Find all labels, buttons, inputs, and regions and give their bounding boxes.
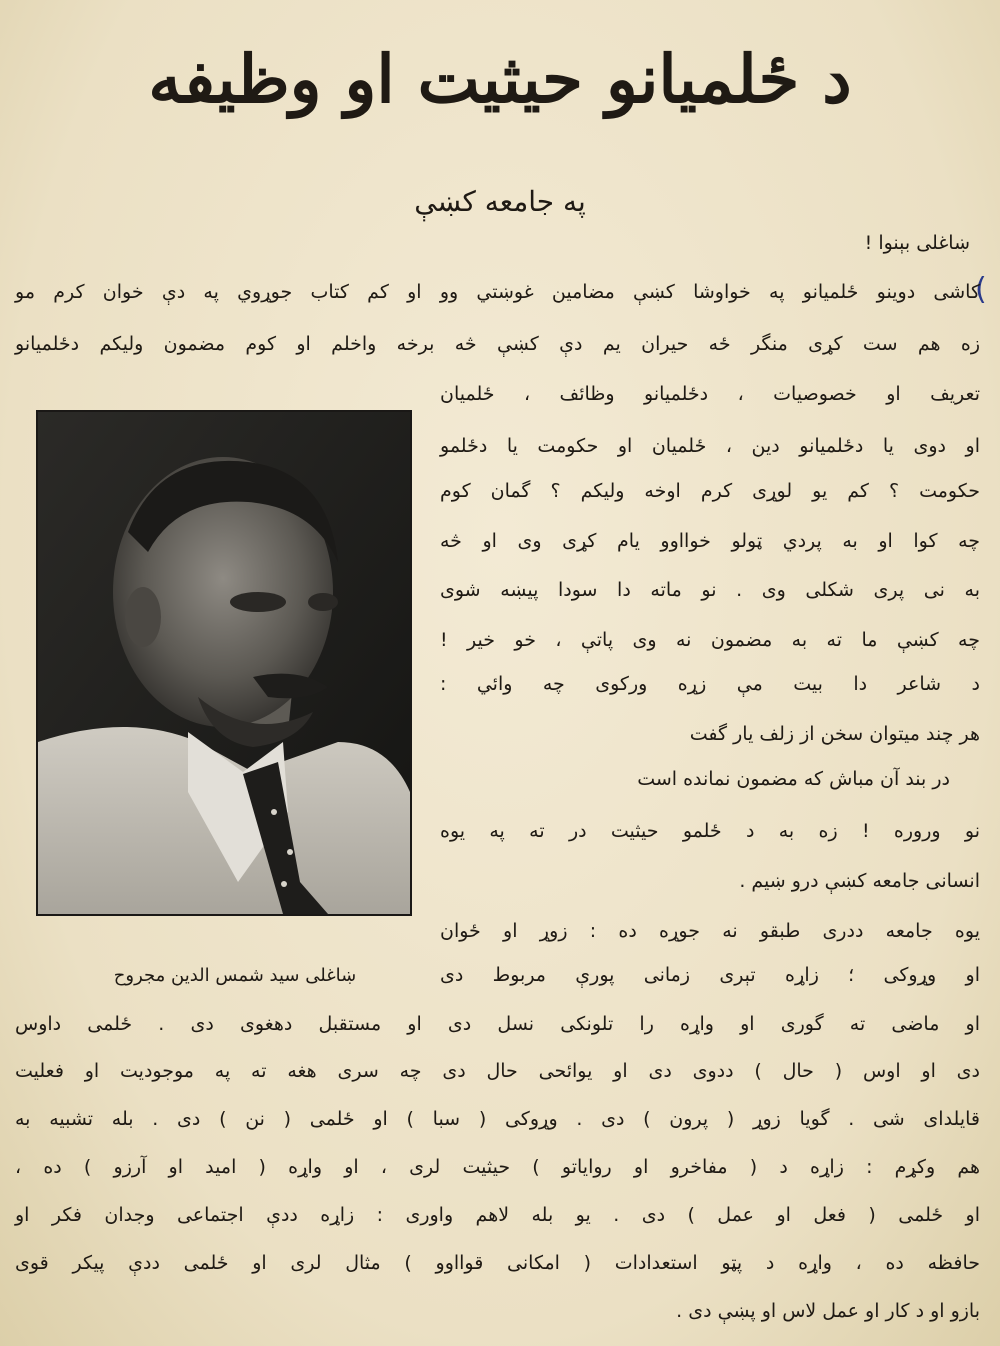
article-subtitle: په جامعه کښې	[414, 185, 586, 218]
paragraph-line: کاشی دوینو ځلمیانو په خواوشا کښې مضامین غوښتي وو او کم کتاب جوړوي په دې خوان کرم مو	[15, 281, 980, 303]
paragraph-line: زه هم ست کړی منگر ځه حیران یم دې کښې څه برخه واخلم او کوم مضمون ولیکم دځلمیانو	[15, 333, 980, 355]
paragraph-line: به نی پری شکلی وی . نو ماته دا سودا پیښه شوی	[440, 579, 980, 601]
paragraph-line: او ماضی ته گوری او واړه را تلونکی نسل دی او مستقبل دهغوی دی . ځلمی داوس	[15, 1013, 980, 1035]
paragraph-line: حکومت ؟ کم یو لوړی کرم اوخه ولیکم ؟ گمان کوم	[440, 480, 980, 502]
paragraph-line: انسانی جامعه کښې درو ښیم .	[739, 870, 980, 892]
paragraph-line: نو وروره ! زه به د ځلمو حیثیت در ته په یوه	[440, 820, 980, 842]
portrait-photo	[36, 410, 412, 916]
paragraph-line: د شاعر دا بیت مې زړه ورکوی چه وائي :	[440, 673, 980, 695]
poem-line: هر چند میتوان سخن از زلف یار گفت	[689, 723, 980, 745]
paragraph-line: قایلدای شی . گویا زوړ ( پرون ) دی . وړوکی ( سبا ) او ځلمی ( نن ) دی . بله تشبیه به	[15, 1108, 980, 1130]
article-title: د ځلمیانو حیثیت او وظیفه	[148, 40, 852, 118]
poem-line: در بند آن مباش که مضمون نمانده است	[637, 768, 950, 790]
photo-caption: ښاغلی سید شمس الدین مجروح	[113, 965, 357, 986]
paragraph-line: هم وکړم : زاړه د ( مفاخرو او روایاتو ) حیثیت لری ، او واړه ( امید او آرزو ) ده ،	[15, 1156, 980, 1178]
paragraph-line: چه کوا او به پردي ټولو خوااوو یام کړی وی او څه	[440, 530, 980, 552]
paragraph-line: یوه جامعه ددری طبقو نه جوړه ده : زوړ او ځوان	[440, 920, 980, 942]
paragraph-line: دی او اوس ( حال ) ددوی دی او یوائحی حال دی چه سری هغه ته په موجودیت او فعلیت	[15, 1060, 980, 1082]
paragraph-line: تعریف او خصوصیات ، دځلمیانو وظائف ، ځلمیان	[440, 383, 980, 405]
paragraph-line: حافظه ده ، واړه د پټو استعدادات ( امکانی قوااوو ) مثال لری او ځلمی ددې پیکر قوی	[15, 1252, 980, 1274]
paragraph-line: بازو او د کار او عمل لاس او پښې دی .	[676, 1300, 980, 1322]
paragraph-line: او ځلمی ( فعل او عمل ) دی . یو بله لاهم واوری : زاړه ددې اجتماعی وجدان فکر او	[15, 1204, 980, 1226]
greeting: ښاغلی بېنوا !	[864, 232, 970, 254]
paragraph-line: او دوی یا دځلمیانو دین ، ځلمیان او حکومت یا دځلمو	[440, 435, 980, 457]
paragraph-line: چه کښې ما ته به مضمون نه وی پاتې ، خو خیر !	[440, 629, 980, 651]
paragraph-line: او وړوکی ؛ زاړه تېری زمانی پورې مربوط دی	[440, 964, 980, 986]
bracket-mark: (	[975, 272, 987, 307]
